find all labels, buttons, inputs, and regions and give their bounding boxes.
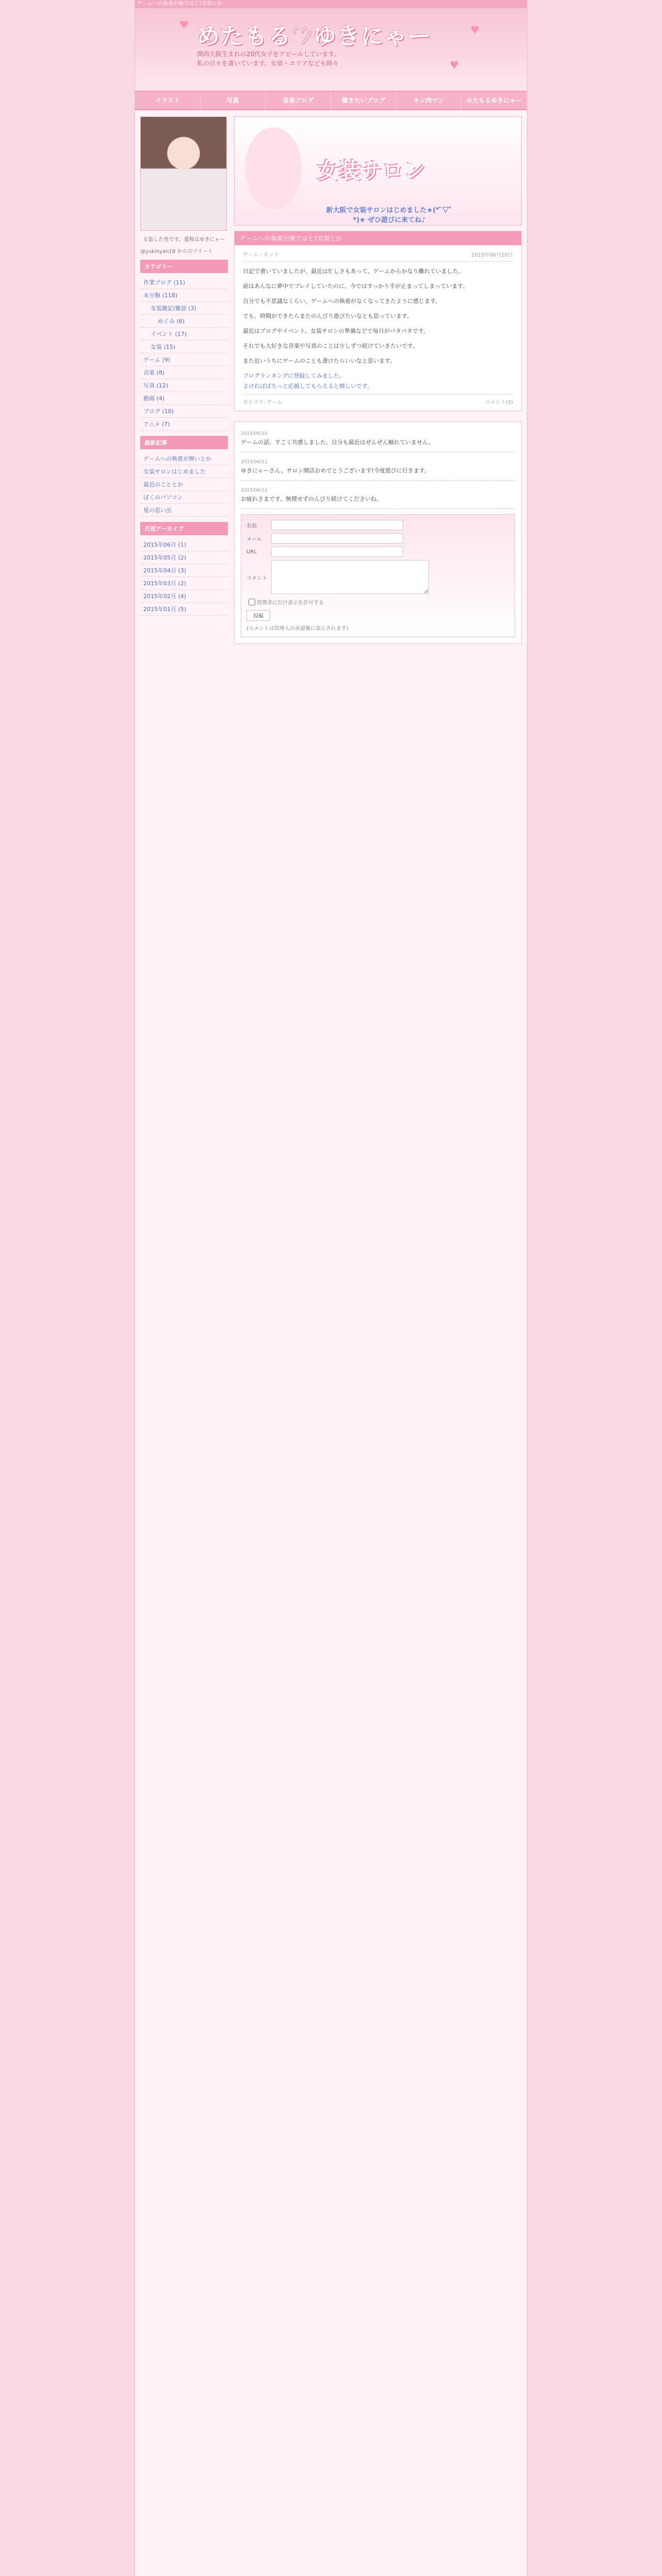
recent-post-item[interactable]: 最近のこととか xyxy=(140,478,228,491)
nav-item[interactable]: 写真 xyxy=(201,92,266,109)
comment-form xyxy=(241,514,515,637)
secret-label: 管理者にだけ表示を許可する xyxy=(257,600,324,606)
post-title[interactable]: ゲームへの執着が無ではと?音訓とか xyxy=(235,231,521,245)
submit-button[interactable]: 投稿 xyxy=(246,610,270,621)
post-tag[interactable]: ゲーム・ネット xyxy=(243,252,279,258)
recent-post-list xyxy=(140,452,228,517)
secret-checkbox[interactable] xyxy=(249,599,255,605)
comment-body: お疲れさまです。無理せずのんびり続けてくださいね。 xyxy=(241,496,383,502)
recent-post-item[interactable]: ゲームへの執着が無いとか xyxy=(140,452,228,465)
archive-item[interactable]: 2015年05月 (2) xyxy=(140,551,228,564)
site-header xyxy=(135,8,527,92)
comment-textarea[interactable] xyxy=(271,560,429,594)
comment-label: コメント xyxy=(246,575,267,581)
mail-input[interactable] xyxy=(271,533,403,544)
form-note: (コメントは管理人の承認後に表示されます) xyxy=(246,626,349,632)
topbar xyxy=(135,0,527,8)
archive-item[interactable]: 2015年06月 (1) xyxy=(140,538,228,551)
heart-icon: ♥ xyxy=(450,59,459,71)
profile-link[interactable]: @yukinyan18 からのツイート xyxy=(140,249,213,255)
post-date: 2015年06月10日 xyxy=(471,252,513,258)
banner-decoration xyxy=(245,127,302,210)
form-row xyxy=(246,533,509,544)
category-item[interactable]: 女装 (15) xyxy=(140,341,228,353)
blog-post xyxy=(234,231,522,411)
post-links xyxy=(243,371,513,390)
archive-item[interactable]: 2015年03月 (2) xyxy=(140,577,228,590)
category-item[interactable]: ブログ (10) xyxy=(140,405,228,418)
site-title[interactable]: めたもる♡ゆきにゃー xyxy=(197,23,432,49)
url-label: URL xyxy=(246,549,257,555)
post-paragraph: それでも大好きな音楽や写真のことは少しずつ続けていきたいです。 xyxy=(243,343,419,349)
banner-title: 女装サロン xyxy=(317,158,426,183)
nav-item[interactable]: 働きたいブログ xyxy=(331,92,396,109)
post-body xyxy=(243,267,513,365)
form-row xyxy=(246,560,509,594)
category-item[interactable]: イベント (17) xyxy=(140,328,228,341)
sidebar-heading: 月別アーカイブ xyxy=(140,522,228,535)
name-label: 名前 xyxy=(246,523,257,529)
comment xyxy=(241,456,515,481)
archive-list xyxy=(140,538,228,616)
banner-subtitle: 新大阪で女装サロンはじめました★(*ﾟ▽ﾟ*)★ ぜひ遊びに来てね♪ xyxy=(326,207,453,224)
form-row xyxy=(246,610,509,621)
recent-post-item[interactable]: ぼくのパソコン xyxy=(140,491,228,504)
sidebar xyxy=(140,116,228,644)
heart-icon: ♥ xyxy=(179,19,189,31)
form-row xyxy=(246,597,509,607)
nav-item[interactable]: キン肉マン xyxy=(396,92,462,109)
nav-item[interactable]: イラスト xyxy=(135,92,201,109)
post-paragraph: また近いうちにゲームのことも書けたらいいなと思います。 xyxy=(243,358,396,364)
archive-item[interactable]: 2015年01月 (5) xyxy=(140,603,228,616)
comment-body: ゆきにゃーさん、サロン開店おめでとうございます!今度遊びに行きます。 xyxy=(241,467,430,474)
category-list xyxy=(140,276,228,431)
support-link[interactable]: よければぽちっと応援してもらえると嬉しいです。 xyxy=(243,383,373,389)
heart-icon: ♥ xyxy=(470,24,479,36)
category-item[interactable]: ゲーム (9) xyxy=(140,353,228,366)
tagline xyxy=(197,49,439,68)
name-input[interactable] xyxy=(271,520,403,530)
archive-item[interactable]: 2015年04月 (3) xyxy=(140,564,228,577)
post-paragraph: 前はあんなに夢中でプレイしていたのに、今ではすっかり手が止まってしまっています。 xyxy=(243,283,469,290)
comment-meta: 2015/06/12 xyxy=(241,488,268,493)
form-row xyxy=(246,547,509,557)
page xyxy=(135,0,527,2576)
category-item[interactable]: 写真 (12) xyxy=(140,379,228,392)
category-item[interactable]: アニメ (7) xyxy=(140,418,228,431)
category-item[interactable]: 未分類 (118) xyxy=(140,289,228,302)
form-row xyxy=(246,520,509,530)
post-comments-count[interactable]: コメント(3) xyxy=(485,400,513,405)
post-paragraph: でも、時間ができたらまたのんびり遊びたいなとも思っています。 xyxy=(243,313,413,319)
nav-item[interactable]: めたもるゆきにゃー xyxy=(461,92,527,109)
avatar xyxy=(140,116,227,231)
nav-item[interactable]: 音楽ブログ xyxy=(266,92,331,109)
tagline-line-1: 関西大阪生まれの20代女子をアピールしています。 xyxy=(197,50,340,58)
recent-post-item[interactable]: 夏の思い出 xyxy=(140,504,228,517)
content-columns xyxy=(135,110,527,644)
comment-meta: 2015/06/11 xyxy=(241,460,268,465)
post-meta xyxy=(243,250,513,262)
comment xyxy=(241,485,515,509)
comment-meta: 2015/06/10 xyxy=(241,431,268,436)
ranking-link[interactable]: プログランキングに登録してみました。 xyxy=(243,372,345,379)
post-category[interactable]: カテゴリ: ゲーム xyxy=(243,400,283,405)
main-content xyxy=(234,116,522,644)
topbar-text: ゲームへの執着が無ではと?音訓とか xyxy=(137,1,223,7)
mail-label: メール xyxy=(246,536,262,543)
avatar-caption: 女装した男です。愛称はゆきにゃー xyxy=(143,237,225,243)
comments-section xyxy=(234,421,522,644)
post-footer xyxy=(243,394,513,405)
recent-post-item[interactable]: 女装サロンはじめました xyxy=(140,465,228,478)
category-item[interactable]: めぐみ (6) xyxy=(140,315,228,328)
archive-item[interactable]: 2015年02月 (4) xyxy=(140,590,228,603)
post-paragraph: 最近はブログやイベント、女装サロンの準備などで毎日がバタバタです。 xyxy=(243,328,429,334)
sidebar-heading: 最新記事 xyxy=(140,436,228,449)
salon-banner[interactable] xyxy=(234,116,522,226)
comment xyxy=(241,428,515,452)
url-input[interactable] xyxy=(271,547,403,557)
category-item[interactable]: 動画 (4) xyxy=(140,392,228,405)
category-item[interactable]: 女装雑記/雑談 (3) xyxy=(140,302,228,315)
main-nav xyxy=(135,92,527,110)
post-paragraph: 自分でも不思議なくらい、ゲームへの執着がなくなってきたように感じます。 xyxy=(243,298,441,304)
category-item[interactable]: 作業ブログ (11) xyxy=(140,276,228,289)
sidebar-heading: カテゴリー xyxy=(140,260,228,273)
category-item[interactable]: 音楽 (8) xyxy=(140,366,228,379)
comment-body: ゲームの話、すごく共感しました。自分も最近はぜんぜん触れていません。 xyxy=(241,439,434,446)
tagline-line-2: 私の日々を書いています。女装・エリアなども時々 xyxy=(197,60,339,67)
post-paragraph: 日記で書いていましたが、最近は忙しさもあって、ゲームからかなり離れていました。 xyxy=(243,268,464,275)
